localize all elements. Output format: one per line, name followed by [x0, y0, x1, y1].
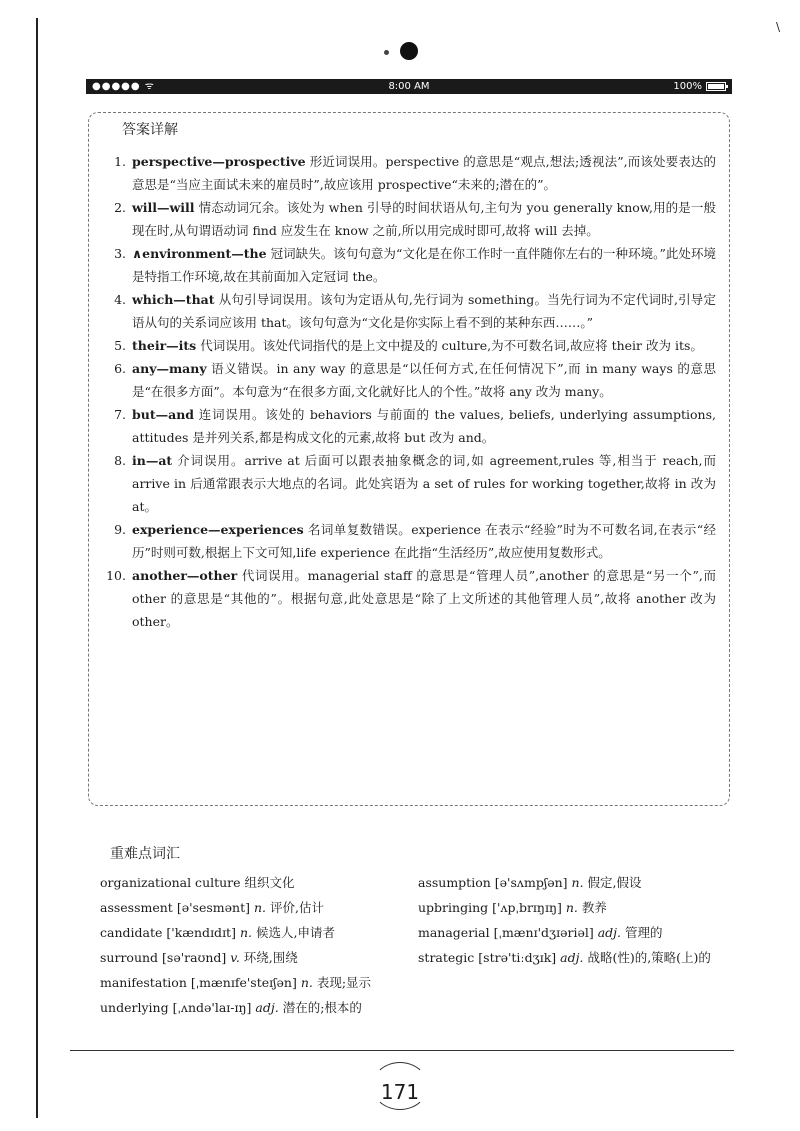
vocab-entry	[418, 870, 718, 895]
item-number: 8.	[114, 453, 126, 468]
vocab-entry	[100, 895, 400, 920]
vocab-meaning: 教养	[581, 900, 607, 915]
vocab-pos: n.	[571, 875, 584, 890]
item-explanation: 代词误用。该处代词指代的是上文中提及的 culture,为不可数名词,故应将 their 改为 its。	[196, 338, 703, 353]
item-key: will—will	[132, 200, 195, 215]
vocab-column-left	[100, 870, 400, 1020]
vocab-word: underlying	[100, 1000, 169, 1015]
item-key: which—that	[132, 292, 215, 307]
list-item	[102, 449, 716, 518]
vocab-pos: n.	[565, 900, 578, 915]
vocab-meaning: 表现;显示	[316, 975, 372, 990]
vocab-pos: n.	[300, 975, 313, 990]
vocab-word: assumption	[418, 875, 491, 890]
item-number: 10.	[106, 568, 126, 583]
list-item	[102, 196, 716, 242]
camera-dot	[400, 42, 418, 60]
footer-divider	[70, 1050, 734, 1051]
vocab-phonetic: [sə'raʊnd]	[162, 950, 227, 965]
list-item	[102, 564, 716, 633]
item-number: 5.	[114, 338, 126, 353]
vocab-entry	[100, 970, 400, 995]
item-explanation: 代词误用。managerial staff 的意思是“管理人员”,another 的意思是“另一个”,而 other 的意思是“其他的”。根据句意,此处意思是“除了上文所述的其他管理人员”,故将 another 改为 other。	[132, 568, 716, 629]
vocab-meaning: 组织文化	[244, 875, 295, 890]
vocab-pos: n.	[253, 900, 266, 915]
battery-indicator	[673, 79, 726, 94]
vocab-entry	[418, 945, 718, 970]
item-key: but—and	[132, 407, 195, 422]
item-text	[132, 288, 716, 334]
item-number: 6.	[114, 361, 126, 376]
vocab-column-right	[418, 870, 718, 970]
item-key: perspective—prospective	[132, 154, 306, 169]
vocab-entry	[418, 895, 718, 920]
item-text	[132, 518, 716, 564]
vocab-meaning: 战略(性)的,策略(上)的	[587, 950, 711, 965]
list-item	[102, 150, 716, 196]
vocab-phonetic: [ə'sʌmpʃən]	[494, 875, 568, 890]
signal-indicator: ●●●●● ᯤ	[92, 81, 155, 92]
vocab-meaning: 环绕,围绕	[243, 950, 298, 965]
vocab-word: manifestation	[100, 975, 187, 990]
item-number: 2.	[114, 200, 126, 215]
list-item	[102, 242, 716, 288]
battery-icon	[706, 82, 726, 91]
item-explanation: 冠词缺失。该句句意为“文化是在你工作时一直伴随你左右的一种环境。”此处环境是特指工作环境,故在其前面加入定冠词 the。	[132, 246, 716, 284]
vocab-pos: adj.	[597, 925, 622, 940]
item-key: another—other	[132, 568, 238, 583]
item-number: 3.	[114, 246, 126, 261]
vocab-phonetic: [ˌmænɪfe'steɪʃən]	[190, 975, 297, 990]
item-text	[132, 357, 716, 403]
vocab-word: upbringing	[418, 900, 489, 915]
page-binding-line	[36, 18, 38, 1118]
battery-percent: 100%	[673, 81, 702, 92]
vocab-word: candidate	[100, 925, 163, 940]
vocab-meaning: 假定,假设	[587, 875, 642, 890]
item-number: 9.	[114, 522, 126, 537]
vocab-meaning: 评价,估计	[269, 900, 324, 915]
item-key: ∧environment—the	[132, 246, 267, 261]
item-explanation: 语义错误。in any way 的意思是“以任何方式,在任何情况下”,而 in many ways 的意思是“在很多方面”。本句意为“在很多方面,文化就好比人的个性。”故将 any 改为 many。	[132, 361, 716, 399]
vocab-pos: n.	[239, 925, 252, 940]
vocab-word: managerial	[418, 925, 490, 940]
vocab-phonetic: [ə'sesmənt]	[176, 900, 250, 915]
item-explanation: 情态动词冗余。该处为 when 引导的时间状语从句,主句为 you generally know,用的是一般现在时,从句谓语动词 find 应发生在 know 之前,所以用完成时即可,故将 will 去掉。	[132, 200, 716, 238]
sensor-dot	[384, 50, 389, 55]
item-key: their—its	[132, 338, 197, 353]
vocab-phonetic: ['ʌpˌbrɪŋɪŋ]	[492, 900, 562, 915]
item-explanation: 形近词误用。perspective 的意思是“观点,想法;透视法”,而该处要表达的意思是“当应主面试未来的雇员时”,故应该用 prospective“未来的;潜在的”。	[132, 154, 716, 192]
item-text	[132, 564, 716, 633]
list-item	[102, 357, 716, 403]
vocab-entry	[100, 920, 400, 945]
item-number: 4.	[114, 292, 126, 307]
list-item	[102, 403, 716, 449]
item-explanation: 名词单复数错误。experience 在表示“经验”时为不可数名词,在表示“经历”时则可数,根据上下文可知,life experience 在此指“生活经历”,故应使用复数形式。	[132, 522, 716, 560]
vocab-pos: v.	[230, 950, 240, 965]
vocab-phonetic: [strə'tiːdʒɪk]	[478, 950, 557, 965]
vocab-pos: adj.	[560, 950, 584, 965]
item-explanation: 连词误用。该处的 behaviors 与前面的 the values, beliefs, underlying assumptions, attitudes 是并列关系,都是构成文化的元素,故将 but 改为 and。	[132, 407, 716, 445]
list-item	[102, 334, 716, 357]
item-text	[132, 403, 716, 449]
vocab-entry	[100, 995, 400, 1020]
vocab-meaning: 潜在的;根本的	[282, 1000, 362, 1015]
vocab-word: organizational culture	[100, 875, 241, 890]
item-number: 7.	[114, 407, 126, 422]
item-number: 1.	[114, 154, 126, 169]
item-key: experience—experiences	[132, 522, 304, 537]
status-time: 8:00 AM	[388, 81, 430, 92]
item-explanation: 介词误用。arrive at 后面可以跟表抽象概念的词,如 agreement,rules 等,相当于 reach,而 arrive in 后通常跟表示大地点的名词。此处宾语为 a set of rules for working together,故将 in 改为 at。	[132, 453, 716, 514]
item-key: any—many	[132, 361, 207, 376]
vocab-entry	[100, 945, 400, 970]
vocab-meaning: 管理的	[625, 925, 663, 940]
vocab-phonetic: [ˌʌndə'laɪ-ɪŋ]	[172, 1000, 252, 1015]
page-number: 171	[380, 1080, 420, 1104]
corner-mark: \	[775, 20, 780, 34]
vocab-entry	[100, 870, 400, 895]
vocab-phonetic: [ˌmænɪ'dʒɪəriəl]	[493, 925, 594, 940]
item-text	[132, 334, 716, 357]
vocab-word: strategic	[418, 950, 475, 965]
item-explanation: 从句引导词误用。该句为定语从句,先行词为 something。当先行词为不定代词时,引导定语从句的关系词应该用 that。该句句意为“文化是你实际上看不到的某种东西……。”	[132, 292, 716, 330]
vocab-pos: adj.	[255, 1000, 279, 1015]
vocab-entry	[418, 920, 718, 945]
status-bar	[86, 79, 732, 94]
vocab-section-title: 重难点词汇	[110, 846, 180, 862]
vocab-word: assessment	[100, 900, 173, 915]
item-text	[132, 449, 716, 518]
list-item	[102, 518, 716, 564]
vocab-meaning: 候选人,申请者	[255, 925, 335, 940]
vocab-phonetic: ['kændɪdɪt]	[166, 925, 236, 940]
vocab-word: surround	[100, 950, 159, 965]
item-text	[132, 242, 716, 288]
item-text	[132, 196, 716, 242]
answer-list	[102, 150, 716, 633]
answer-section-title: 答案详解	[118, 119, 182, 139]
list-item	[102, 288, 716, 334]
item-key: in—at	[132, 453, 173, 468]
item-text	[132, 150, 716, 196]
